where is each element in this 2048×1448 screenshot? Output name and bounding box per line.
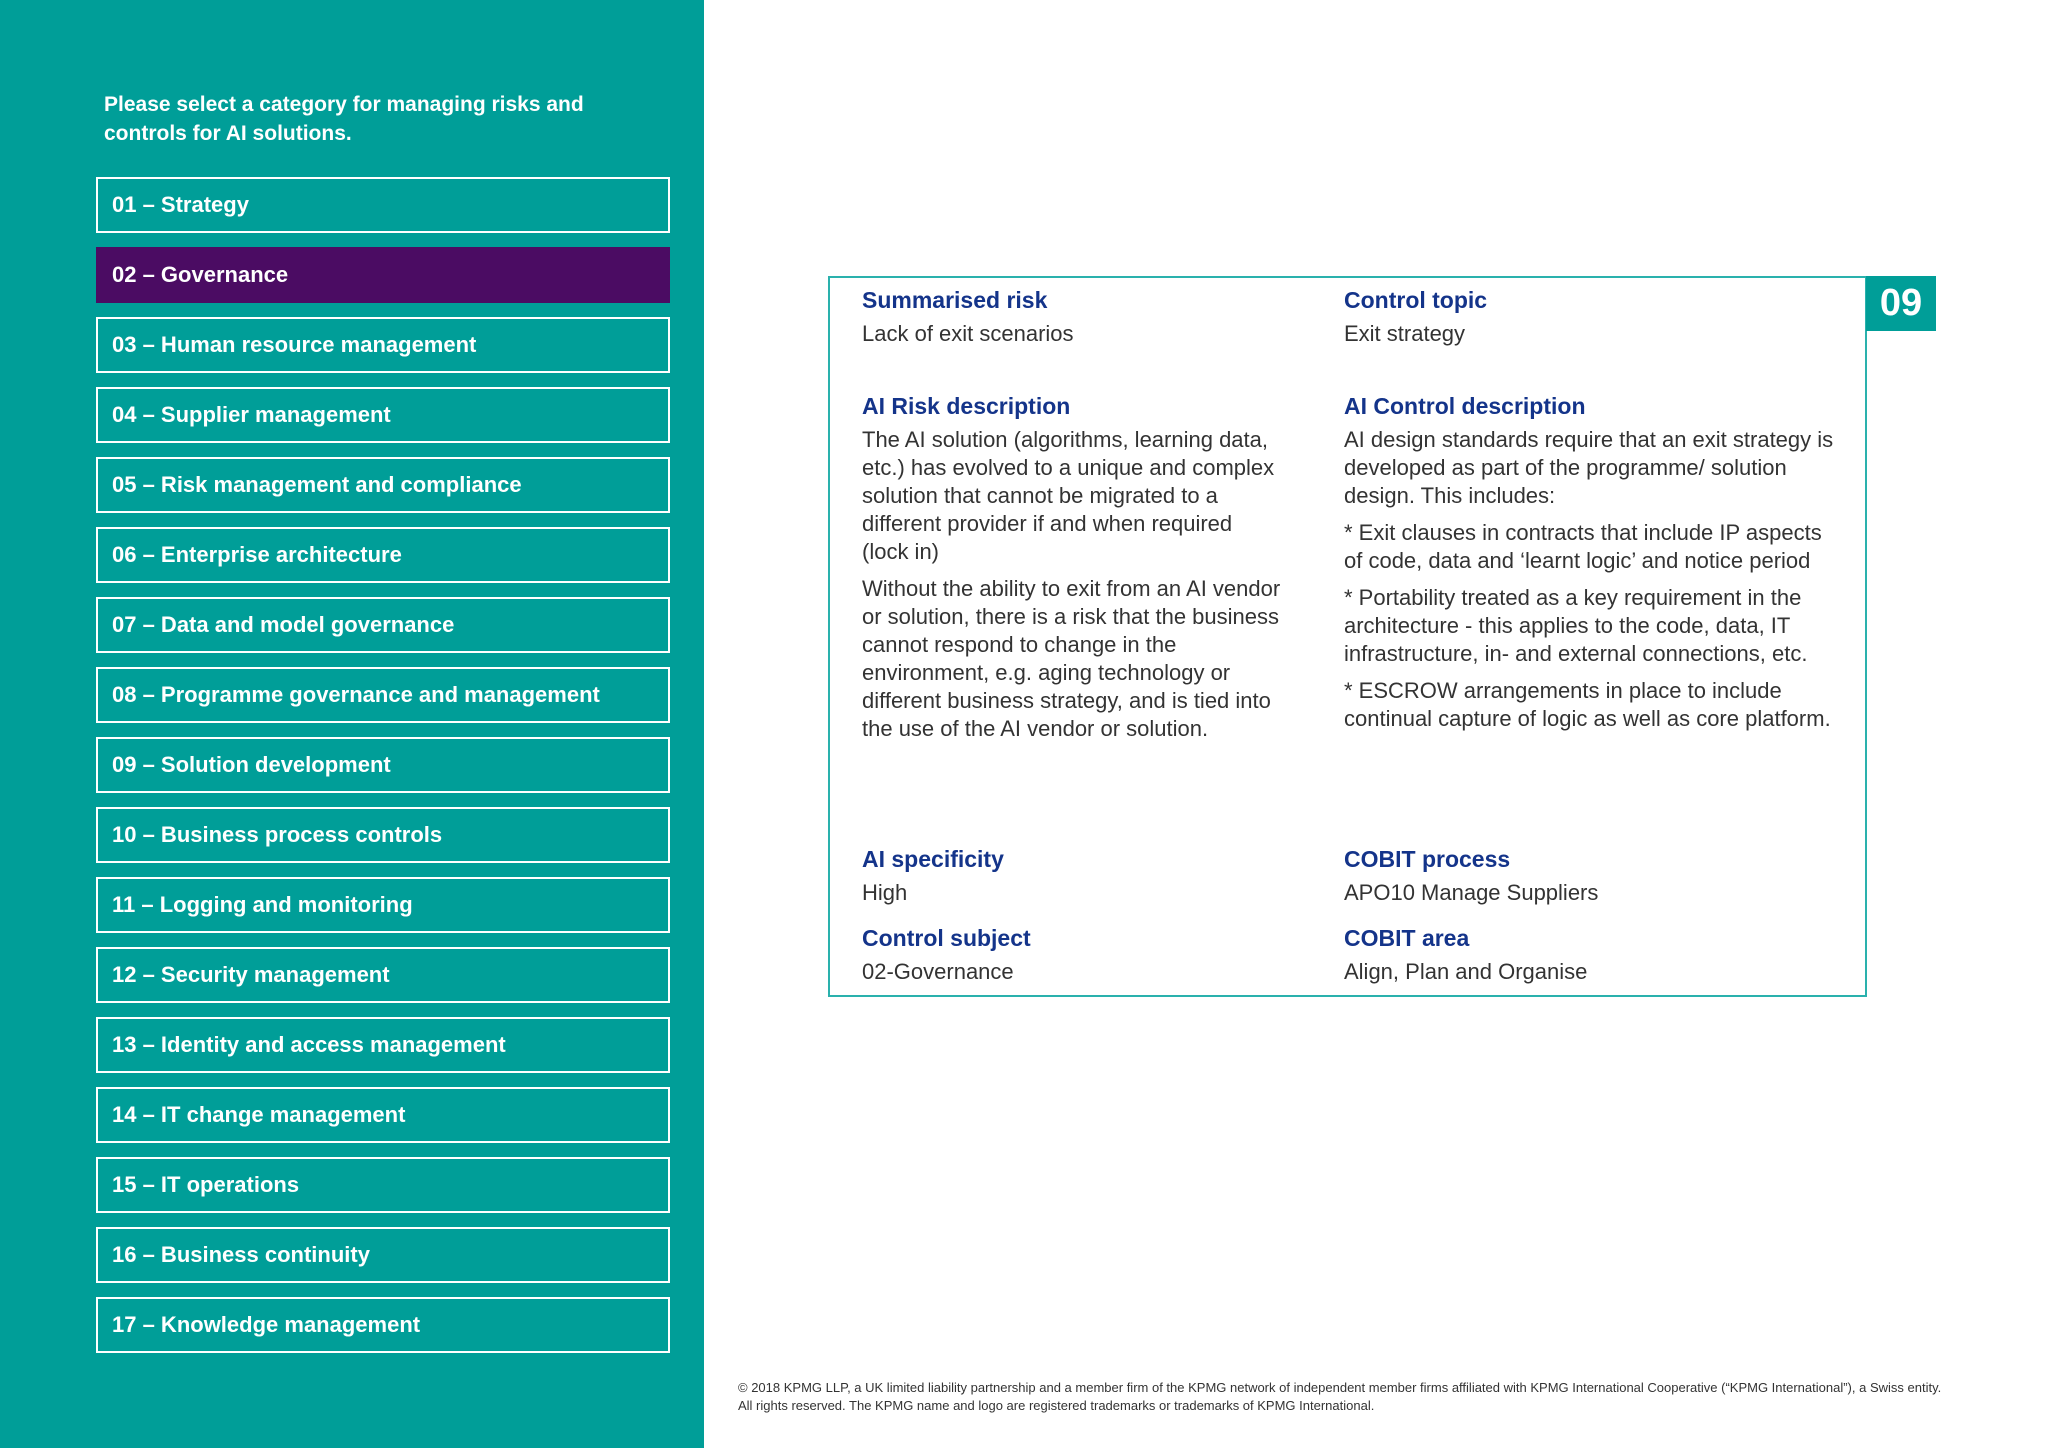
category-list	[96, 177, 670, 1367]
ai-risk-description-section	[862, 392, 1282, 752]
summarised-risk-value: Lack of exit scenarios	[862, 321, 1074, 346]
ai-risk-paragraph: Without the ability to exit from an AI vendor or solution, there is a risk that the business cannot respond to change in the environment, e.g. aging technology or different business strategy, and is tied into the use of the AI vendor or solution.	[862, 576, 1281, 741]
ai-risk-paragraph: The AI solution (algorithms, learning data, etc.) has evolved to a unique and complex solution that cannot be migrated to a different provider if and when required (lock in)	[862, 427, 1275, 564]
ai-control-paragraph: * Portability treated as a key requirement in the architecture - this applies to the code, data, IT infrastructure, in- and external connections, etc.	[1344, 585, 1808, 666]
ai-control-description-section	[1344, 392, 1844, 742]
cobit-process-value: APO10 Manage Suppliers	[1344, 880, 1599, 905]
ai-control-description-heading: AI Control description	[1344, 393, 1586, 419]
copyright-footer: © 2018 KPMG LLP, a UK limited liability partnership and a member firm of the KPMG network of independent member firms affiliated with KPMG International Cooperative (“KPMG International”), a Swiss entity. All rights reserved. The KPMG name and logo are registered trademarks or trademarks of KPMG International.	[738, 1380, 1942, 1413]
summarised-risk-section	[862, 286, 1282, 348]
ai-specificity-value: High	[862, 880, 908, 905]
ai-risk-description-heading: AI Risk description	[862, 393, 1071, 419]
category-it-operations[interactable]: 15 – IT operations	[96, 1157, 670, 1213]
ai-control-paragraph: * ESCROW arrangements in place to include continual capture of logic as well as core platform.	[1344, 678, 1831, 731]
ai-specificity-section	[862, 845, 1282, 907]
category-solution-development[interactable]: 09 – Solution development	[96, 737, 670, 793]
cobit-process-section	[1344, 845, 1844, 907]
control-subject-section	[862, 924, 1282, 986]
category-risk-management-and-compliance[interactable]: 05 – Risk management and compliance	[96, 457, 670, 513]
category-business-continuity[interactable]: 16 – Business continuity	[96, 1227, 670, 1283]
control-topic-heading: Control topic	[1344, 287, 1488, 313]
page-number-badge: 09	[1866, 276, 1936, 331]
cobit-process-heading: COBIT process	[1344, 846, 1511, 872]
category-business-process-controls[interactable]: 10 – Business process controls	[96, 807, 670, 863]
category-logging-and-monitoring[interactable]: 11 – Logging and monitoring	[96, 877, 670, 933]
category-governance[interactable]: 02 – Governance	[96, 247, 670, 303]
category-strategy[interactable]: 01 – Strategy	[96, 177, 670, 233]
cobit-area-section	[1344, 924, 1844, 986]
ai-control-paragraph: * Exit clauses in contracts that include IP aspects of code, data and ‘learnt logic’ and notice period	[1344, 520, 1822, 573]
ai-specificity-heading: AI specificity	[862, 846, 1004, 872]
category-data-and-model-governance[interactable]: 07 – Data and model governance	[96, 597, 670, 653]
control-topic-value: Exit strategy	[1344, 321, 1466, 346]
category-human-resource-management[interactable]: 03 – Human resource management	[96, 317, 670, 373]
summarised-risk-heading: Summarised risk	[862, 287, 1048, 313]
category-knowledge-management[interactable]: 17 – Knowledge management	[96, 1297, 670, 1353]
control-subject-value: 02-Governance	[862, 959, 1014, 984]
cobit-area-value: Align, Plan and Organise	[1344, 959, 1588, 984]
control-topic-section	[1344, 286, 1844, 348]
category-sidebar	[0, 0, 704, 1448]
category-security-management[interactable]: 12 – Security management	[96, 947, 670, 1003]
category-identity-and-access-management[interactable]: 13 – Identity and access management	[96, 1017, 670, 1073]
control-subject-heading: Control subject	[862, 925, 1031, 951]
category-enterprise-architecture[interactable]: 06 – Enterprise architecture	[96, 527, 670, 583]
category-supplier-management[interactable]: 04 – Supplier management	[96, 387, 670, 443]
cobit-area-heading: COBIT area	[1344, 925, 1470, 951]
sidebar-intro: Please select a category for managing risks and controls for AI solutions.	[104, 93, 584, 145]
category-it-change-management[interactable]: 14 – IT change management	[96, 1087, 670, 1143]
ai-control-paragraph: AI design standards require that an exit strategy is developed as part of the programme/ solution design. This includes:	[1344, 427, 1834, 508]
category-programme-governance[interactable]: 08 – Programme governance and management	[96, 667, 670, 723]
